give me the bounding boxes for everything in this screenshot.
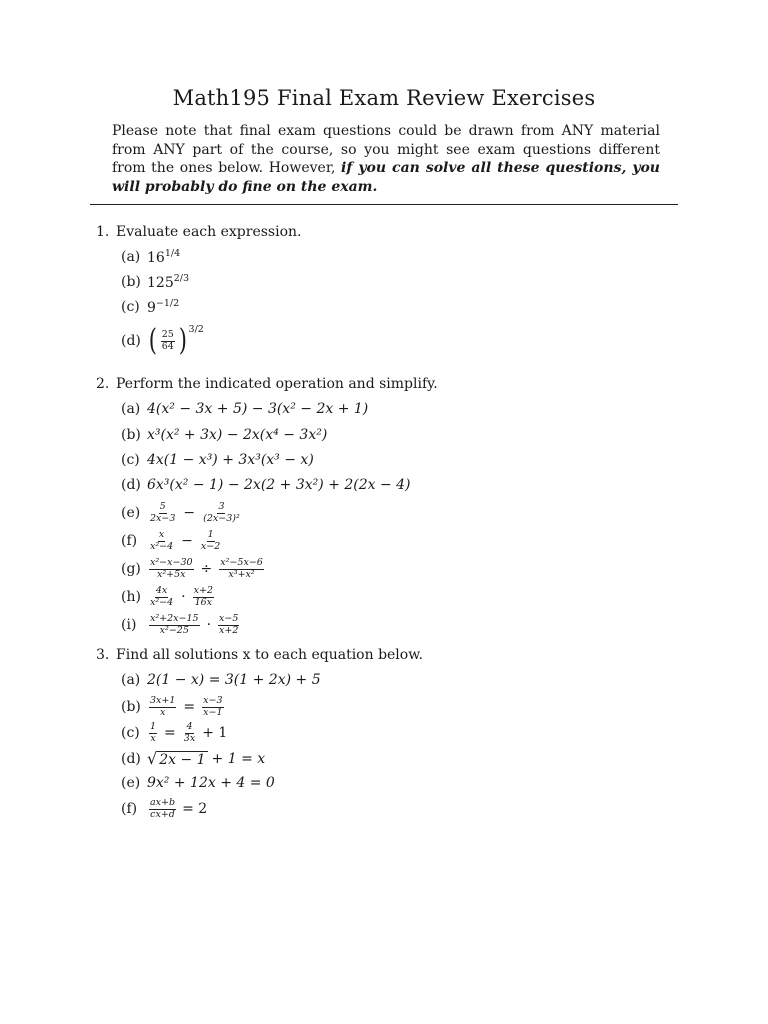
q2-item-d [121, 477, 411, 493]
item-label: (a) [121, 401, 141, 417]
item-label: (d) [121, 477, 141, 493]
q2-item-i [121, 614, 241, 636]
q3-item-e [121, 775, 275, 791]
expression: $\frac{x}{\text{x²−4}}$ − $\frac{1}{x-2}$ [150, 529, 221, 552]
q1-item-b [121, 273, 189, 291]
q2-item-a [121, 401, 368, 417]
q1-item-c [121, 298, 179, 316]
q2-item-f [121, 530, 223, 552]
question-2 [96, 376, 438, 392]
item-label: (f) [121, 801, 138, 817]
expression: 6x³(x² − 1) − 2x(2 + 3x²) + 2(2x − 4) [147, 477, 411, 493]
q3-item-d [121, 749, 265, 768]
question-prompt: Perform the indicated operation and simplify. [116, 376, 438, 392]
expression: $\frac{\text{x²+2x−15}}{\text{x²−25}}$ · $\frac{x-5}{x+2}$ [150, 613, 239, 636]
question-1 [96, 224, 301, 240]
divider [90, 204, 678, 205]
expression: $\frac{\text{x²−x−30}}{\text{x²+5x}}$ ÷ $\frac{\text{x²−5x−6}}{\text{x³+x²}}$ [150, 557, 263, 580]
item-label: (b) [121, 427, 141, 443]
item-label: (g) [121, 561, 141, 577]
expression: x³(x² + 3x) − 2x(x⁴ − 3x²) [147, 427, 328, 443]
question-number: 1. [96, 224, 110, 240]
expression: $\frac{4x}{\text{x²−4}}$ · $\frac{x+2}{16x}$ [150, 585, 213, 608]
square-root: √ 2x − 1 [147, 749, 206, 768]
q3-item-b [121, 696, 226, 718]
item-label: (d) [121, 750, 141, 767]
question-number: 2. [96, 376, 110, 392]
item-label: (a) [121, 249, 141, 265]
question-prompt: Find all solutions x to each equation below. [116, 647, 423, 663]
item-label: (c) [121, 725, 140, 741]
q2-item-e [121, 502, 243, 524]
q2-item-h [121, 586, 216, 608]
expression: $\frac{5}{2x-3}$ − $\frac{3}{\text{(2x−3)²}}$ [150, 501, 240, 524]
item-label: (b) [121, 274, 141, 290]
q2-item-b [121, 427, 327, 443]
expression: ( $\frac{25}{64}$ ) 3/2 [148, 323, 204, 358]
item-label: (b) [121, 699, 141, 715]
item-label: (c) [121, 452, 140, 468]
item-label: (a) [121, 672, 141, 688]
q2-item-g [121, 558, 266, 580]
q3-item-c [121, 722, 227, 744]
item-label: (d) [121, 333, 141, 349]
page-title: Math195 Final Exam Review Exercises [172, 86, 596, 110]
item-label: (i) [121, 617, 137, 633]
q2-item-c [121, 452, 314, 468]
expression: $9^{-1/2}$ [147, 298, 180, 316]
question-prompt: Evaluate each expression. [116, 224, 302, 240]
expression: 9x² + 12x + 4 = 0 [147, 775, 275, 791]
question-3 [96, 647, 423, 663]
expression: 2(1 − x) = 3(1 + 2x) + 5 [147, 672, 321, 688]
expression: 4x(1 − x³) + 3x³(x³ − x) [147, 452, 314, 468]
q3-item-f [121, 798, 207, 820]
expression: $\frac{ax+b}{cx+d}$ = 2 [150, 797, 208, 820]
q1-item-a [121, 248, 180, 266]
expression: $125^{2/3}$ [147, 273, 190, 291]
item-label: (e) [121, 505, 141, 521]
item-label: (h) [121, 589, 141, 605]
item-label: (f) [121, 533, 138, 549]
intro-note [112, 122, 660, 196]
intro-note-text: Please note that final exam questions could be drawn from ANY material from ANY part of the course, so you might see exam questions different from the ones below. However, [112, 123, 660, 176]
q3-item-a [121, 672, 321, 688]
expression: $\frac{3x+1}{x}$ = $\frac{x-3}{x-1}$ [150, 695, 223, 718]
item-label: (c) [121, 299, 140, 315]
intro-note-emphasis: if you can solve all these questions, you will probably do fine on the exam. [112, 160, 660, 195]
expression: $\frac{1}{x}$ = $\frac{4}{3x}$ + 1 [150, 721, 228, 744]
expression: 4(x² − 3x + 5) − 3(x² − 2x + 1) [147, 401, 369, 417]
item-label: (e) [121, 775, 141, 791]
q1-item-d [121, 323, 204, 358]
question-number: 3. [96, 647, 110, 663]
expression: $16^{1/4}$ [147, 248, 181, 266]
expression: √ 2x − 1 + 1 = x [147, 749, 266, 768]
